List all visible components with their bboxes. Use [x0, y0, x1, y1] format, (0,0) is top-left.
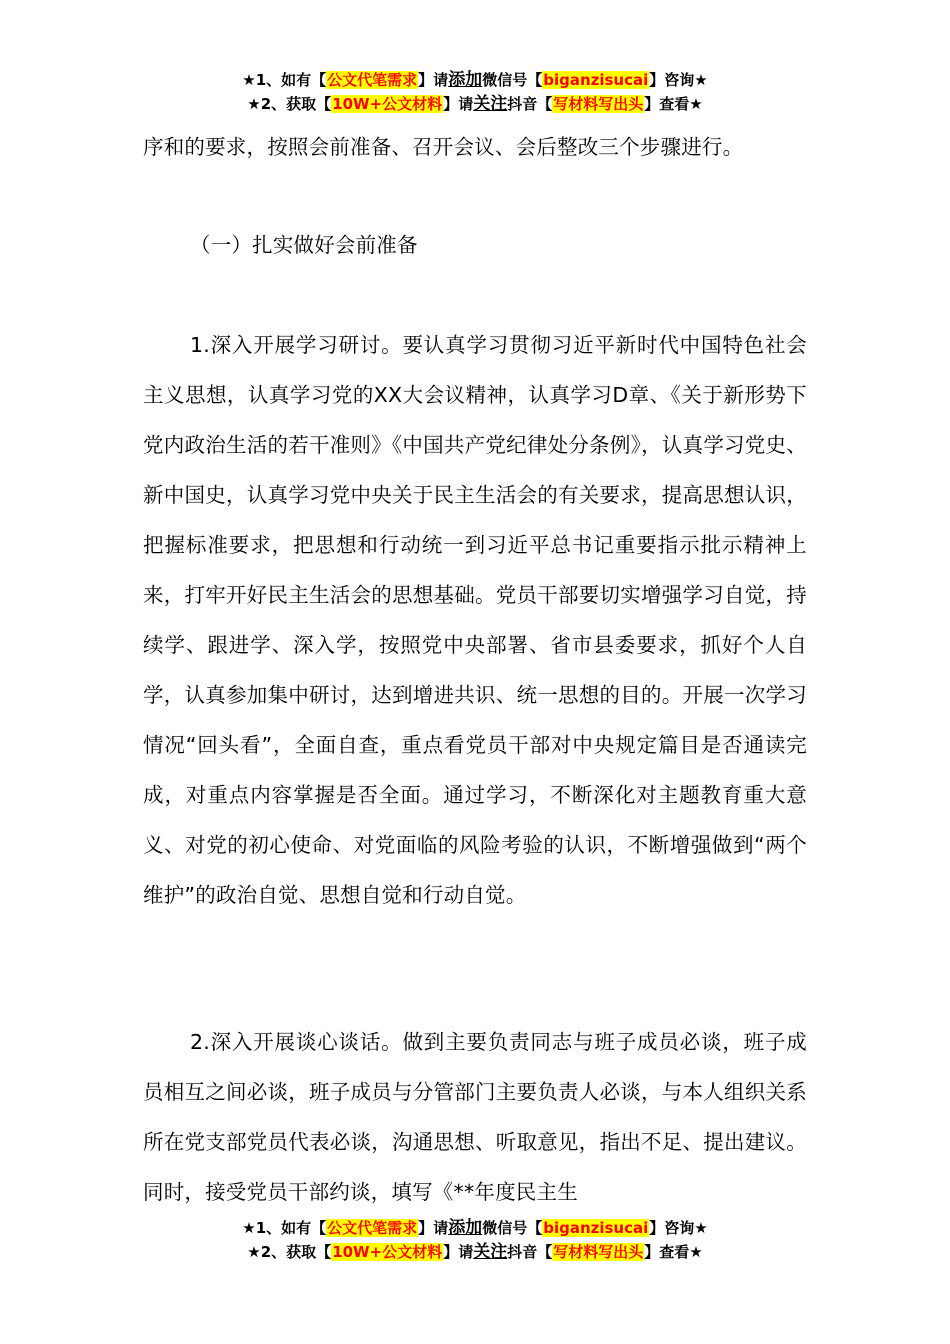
banner-text: 抖音【: [507, 95, 553, 113]
paragraph-study: 1.深入开展学习研讨。要认真学习贯彻习近平新时代中国特色社会主义思想，认真学习党的XX大会议精神，认真学习D章、《关于新形势下党内政治生活的若干准则》《中国共产党纪律处分条例》，认真学习党史、新中国史，认真学习党中央关于民主生活会的有关要求，提高思想认识，把握标准要求，把思想和行动统一到习近平总书记重要指示批示精神上来，打牢开好民主生活会的思想基础。党员干部要切实增强学习自觉，持续学、跟进学、深入学，按照党中央部署、省市县委要求，抓好个人自学，认真参加集中研讨，达到增进共识、统一思想的目的。开展一次学习情况“回头看”，全面自查，重点看党员干部对中央规定篇目是否通读完成，对重点内容掌握是否全面。通过学习，不断深化对主题教育重大意义、对党的初心使命、对党面临的风险考验的认识，不断增强做到“两个维护”的政治自觉、思想自觉和行动自觉。: [143, 333, 807, 907]
banner-text: ★1、如有【: [242, 71, 327, 89]
paragraph-talks: 2.深入开展谈心谈话。做到主要负责同志与班子成员必谈，班子成员相互之间必谈，班子成员与分管部门主要负责人必谈，与本人组织关系所在党支部党员代表必谈，沟通思想、听取意见，指出不足、提出建议。同时，接受党员干部约谈，填写《**年度民主生: [143, 1030, 807, 1204]
banner-underlined-text: 添加: [448, 1218, 483, 1238]
banner-text: 】请: [418, 1219, 449, 1237]
paragraph-talks-container: [143, 1017, 807, 1217]
banner-text: 】请: [443, 1243, 474, 1261]
banner-highlight: 公文代笔需求: [327, 1219, 418, 1237]
footer-banner: [0, 1216, 950, 1264]
paragraph-study-container: [143, 320, 807, 920]
banner-highlight: biganzisucai: [543, 1219, 649, 1237]
section-heading: （一）扎实做好会前准备: [190, 233, 418, 257]
banner-line-2: [0, 92, 950, 116]
banner-highlight: 写材料写出头: [553, 1243, 644, 1261]
banner-text: ★2、获取【: [247, 1243, 332, 1261]
banner-text: 】咨询★: [649, 71, 708, 89]
banner-text: 抖音【: [507, 1243, 553, 1261]
banner-underlined-text: 添加: [448, 70, 483, 90]
banner-text: 】咨询★: [649, 1219, 708, 1237]
paragraph-continued: 序和的要求，按照会前准备、召开会议、会后整改三个步骤进行。: [143, 135, 744, 159]
banner-text: ★2、获取【: [247, 95, 332, 113]
banner-text: 】查看★: [644, 1243, 703, 1261]
banner-text: 】请: [418, 71, 449, 89]
banner-line-2: [0, 1240, 950, 1264]
banner-highlight: biganzisucai: [543, 71, 649, 89]
banner-highlight: 10W+公文材料: [332, 1243, 443, 1261]
banner-text: ★1、如有【: [242, 1219, 327, 1237]
header-banner: [0, 68, 950, 116]
banner-underlined-text: 关注: [473, 1242, 508, 1262]
document-body: [143, 122, 807, 172]
banner-text: 】查看★: [644, 95, 703, 113]
banner-text: 】请: [443, 95, 474, 113]
banner-highlight: 公文代笔需求: [327, 71, 418, 89]
banner-highlight: 写材料写出头: [553, 95, 644, 113]
banner-text: 微信号【: [482, 1219, 543, 1237]
banner-line-1: [0, 68, 950, 92]
banner-underlined-text: 关注: [473, 94, 508, 114]
banner-highlight: 10W+公文材料: [332, 95, 443, 113]
banner-text: 微信号【: [482, 71, 543, 89]
section-heading-container: [143, 220, 807, 270]
banner-line-1: [0, 1216, 950, 1240]
